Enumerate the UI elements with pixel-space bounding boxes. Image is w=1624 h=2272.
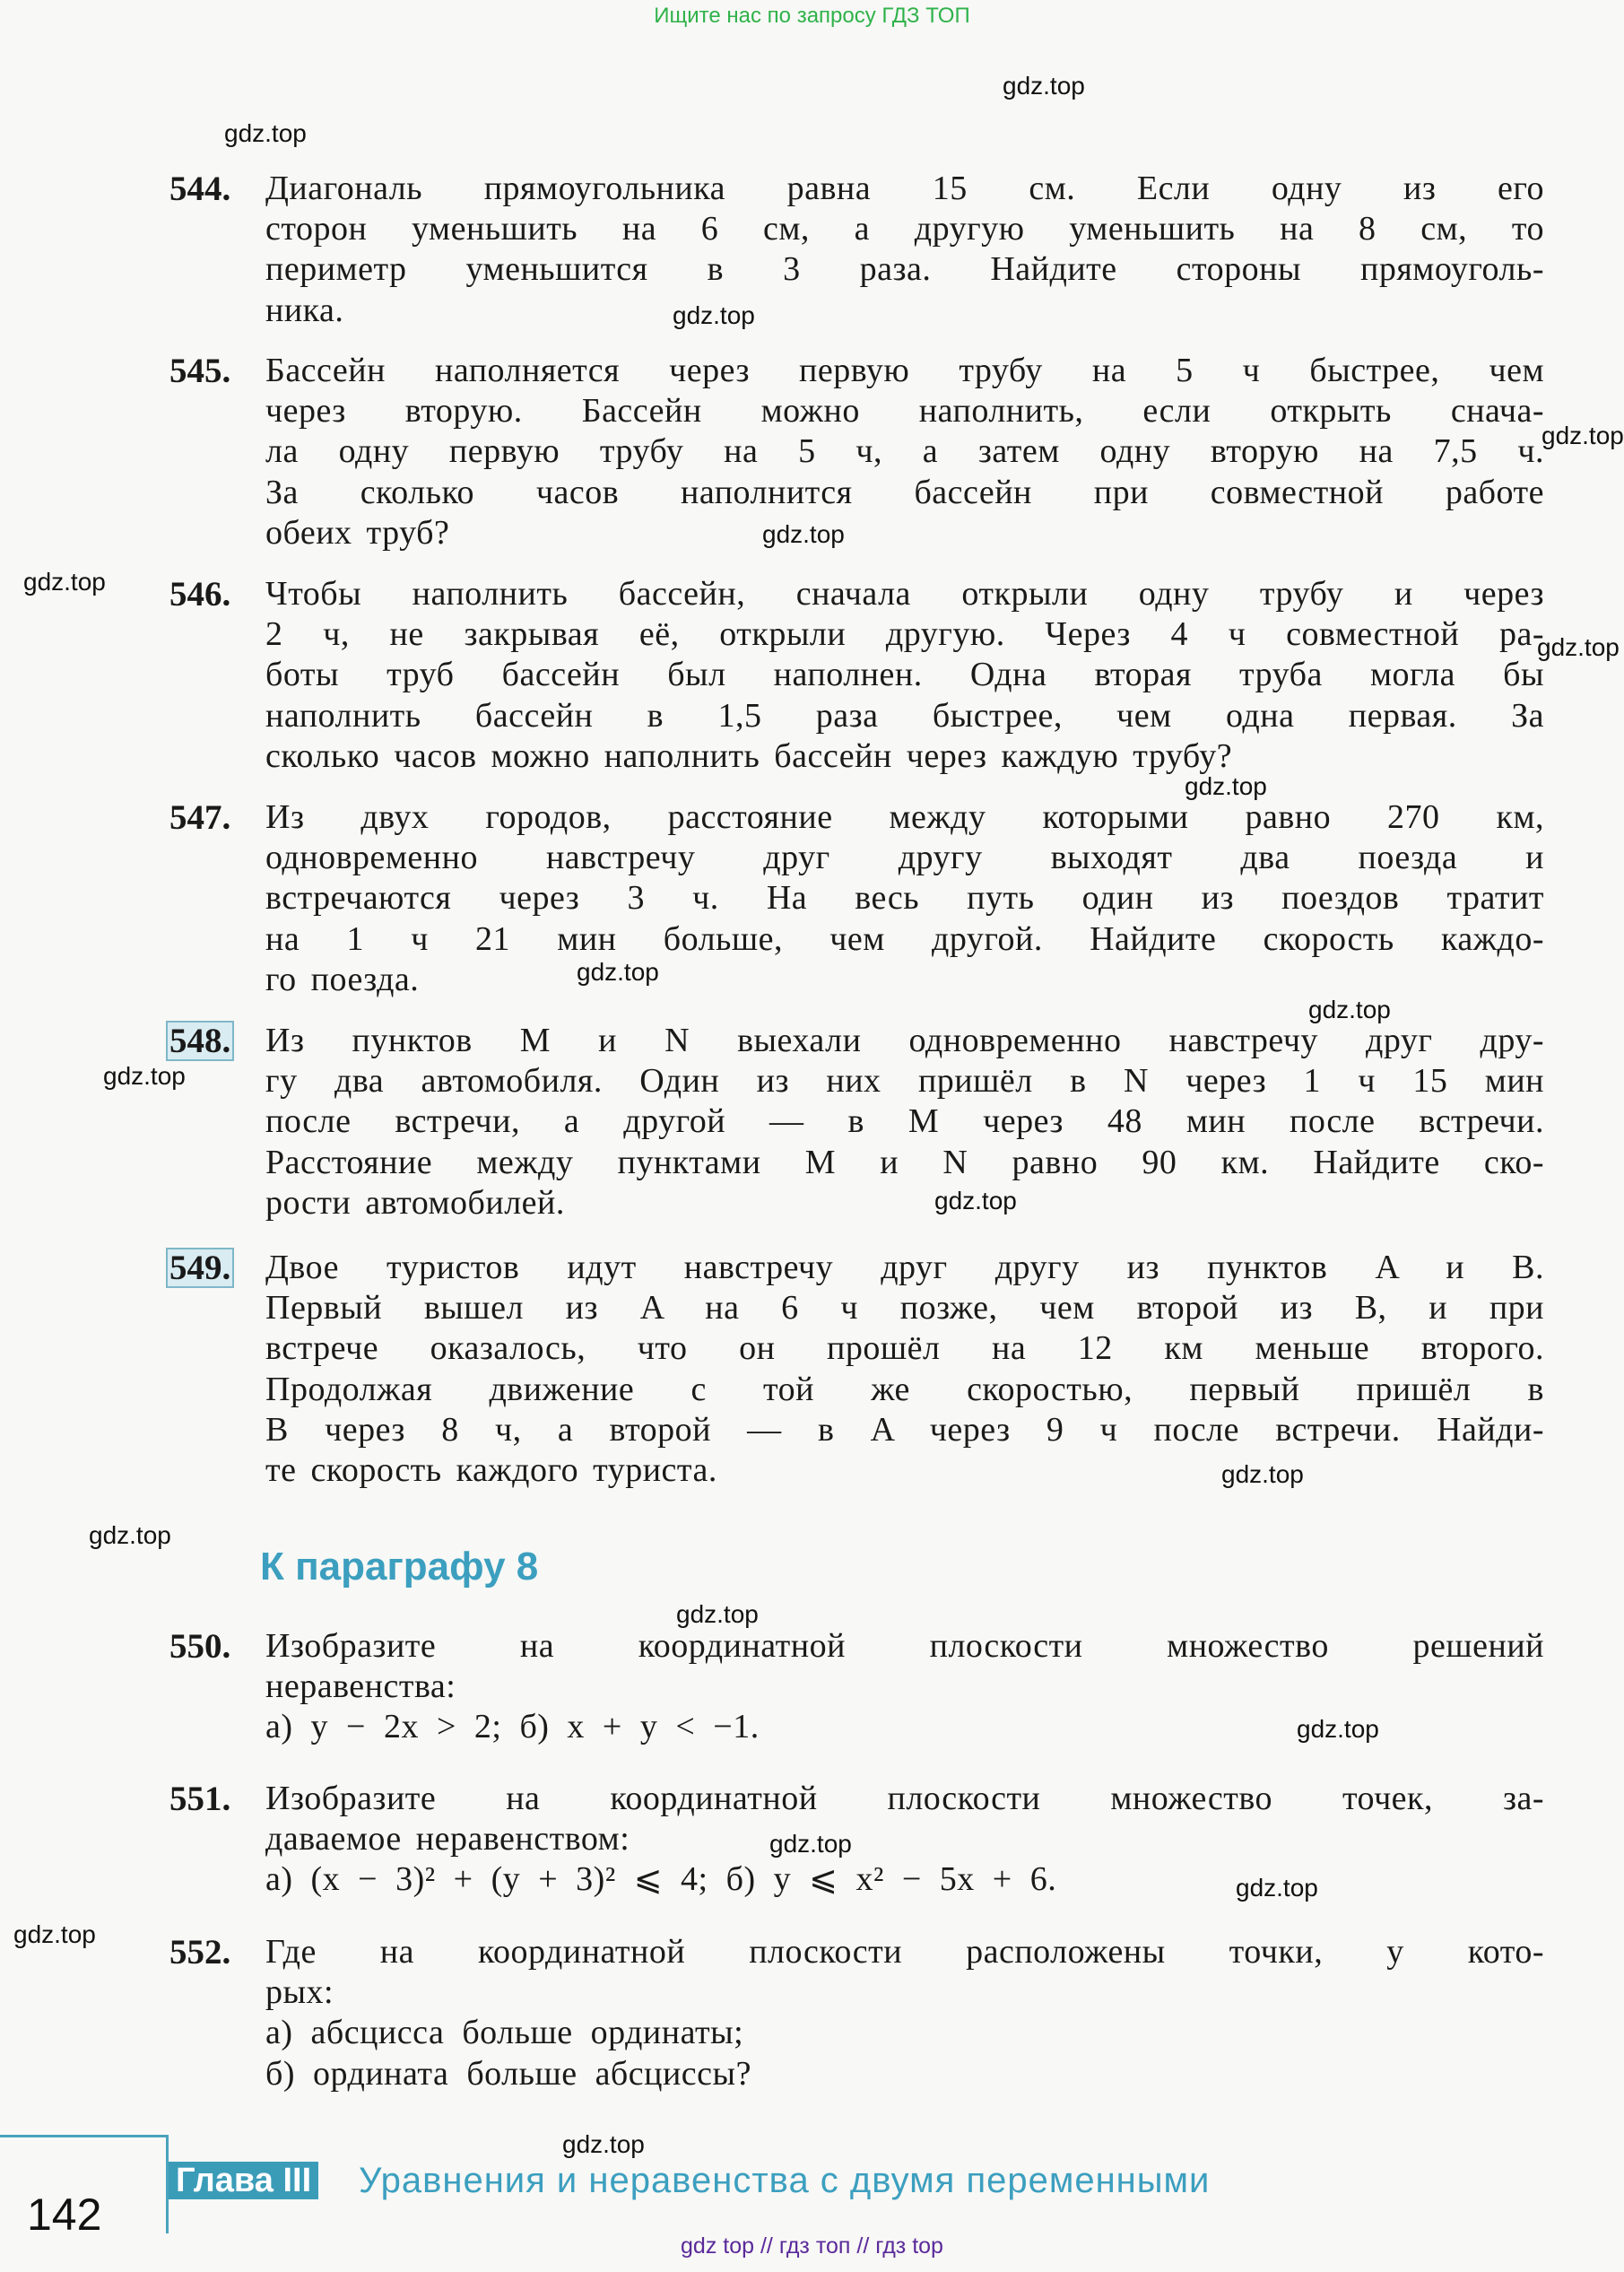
bottom-banner: gdz top // гдз топ // гдз top — [681, 2233, 943, 2259]
problem-text-line: те скорость каждого туриста. — [265, 1450, 717, 1489]
problem-text-line: встрече оказалось, что он прошёл на 12 км меньше второго. — [265, 1329, 1544, 1368]
problem-text-line: B через 8 ч, а второй — в A через 9 ч после встречи. Найди- — [265, 1410, 1544, 1449]
watermark: gdz.top — [1541, 422, 1624, 449]
watermark: gdz.top — [1221, 1460, 1304, 1488]
problem-text-line: рости автомобилей. — [265, 1183, 565, 1222]
watermark: gdz.top — [676, 1600, 759, 1628]
problem-text-line: через вторую. Бассейн можно наполнить, если открыть снача- — [265, 392, 1544, 431]
problem-text-line: обеих труб? — [265, 513, 450, 552]
watermark: gdz.top — [1308, 996, 1391, 1023]
watermark: gdz.top — [562, 2130, 645, 2158]
problem-text-line: гу два автомобиля. Один из них пришёл в N через 1 ч 15 мин — [265, 1062, 1544, 1101]
problem-text-line: ника. — [265, 291, 344, 329]
watermark: gdz.top — [13, 1920, 96, 1948]
problem-answer-option: б) ордината больше абсциссы? — [265, 2054, 751, 2093]
problem-text-line: рых: — [265, 1973, 334, 2012]
problem-text-line: встречаются через 3 ч. На весь путь один из поездов тратит — [265, 879, 1544, 918]
problem-number: 551. — [169, 1780, 231, 1818]
watermark: gdz.top — [224, 119, 307, 147]
problem-text-line: боты труб бассейн был наполнен. Одна вторая труба могла бы — [265, 656, 1544, 694]
watermark: gdz.top — [769, 1830, 852, 1858]
watermark: gdz.top — [673, 301, 755, 329]
problem-text-line: одновременно навстречу друг другу выходят два поезда и — [265, 839, 1544, 877]
problem-text-line: после встречи, а другой — в M через 48 мин после встречи. — [265, 1102, 1544, 1141]
problem-number: 552. — [169, 1933, 231, 1972]
watermark: gdz.top — [89, 1521, 171, 1549]
watermark: gdz.top — [103, 1062, 186, 1090]
problem-text-line: Где на координатной плоскости расположены точки, у кото- — [265, 1933, 1544, 1971]
watermark: gdz.top — [762, 520, 845, 548]
problem-text-line: 2 ч, не закрывая её, открыли другую. Через 4 ч совместной ра- — [265, 615, 1544, 654]
top-banner: Ищите нас по запросу ГДЗ ТОП — [654, 4, 970, 28]
problem-answer-option: а) абсцисса больше ординаты; — [265, 2014, 744, 2052]
chapter-label: Глава III — [169, 2162, 318, 2199]
problem-text-line: Из пунктов M и N выехали одновременно навстречу друг дру- — [265, 1022, 1544, 1059]
problem-text-line: Изобразите на координатной плоскости множество решений — [265, 1627, 1544, 1665]
problem-text-line: Первый вышел из A на 6 ч позже, чем второй из B, и при — [265, 1289, 1544, 1328]
problem-text-line: Бассейн наполняется через первую трубу на 5 ч быстрее, чем — [265, 352, 1544, 389]
problem-number: 548. — [166, 1021, 234, 1061]
problem-text-line: Чтобы наполнить бассейн, сначала открыли одну трубу и через — [265, 575, 1544, 613]
problem-text-line: даваемое неравенством: — [265, 1820, 630, 1859]
problem-number: 547. — [169, 798, 231, 837]
problem-text-line: Продолжая движение с той же скоростью, первый пришёл в — [265, 1370, 1544, 1408]
problem-text-line: на 1 ч 21 мин больше, чем другой. Найдите скорость каждо- — [265, 919, 1544, 958]
page-number: 142 — [27, 2189, 102, 2240]
watermark: gdz.top — [1297, 1715, 1379, 1743]
problem-text-line: сторон уменьшить на 6 см, а другую уменьшить на 8 см, то — [265, 210, 1544, 248]
problem-answer-option: а) y − 2x > 2; б) x + y < −1. — [265, 1708, 760, 1746]
footer-divider — [0, 2135, 167, 2137]
problem-text-line: го поезда. — [265, 960, 420, 998]
problem-number: 546. — [169, 575, 231, 614]
problem-number: 550. — [169, 1627, 231, 1666]
problem-text-line: неравенства: — [265, 1667, 456, 1706]
problem-text-line: Изобразите на координатной плоскости множество точек, за- — [265, 1780, 1544, 1817]
problem-text-line: наполнить бассейн в 1,5 раза быстрее, чем одна первая. За — [265, 696, 1544, 735]
watermark: gdz.top — [1236, 1874, 1318, 1902]
problem-answer-option: а) (x − 3)² + (y + 3)² ⩽ 4; б) y ⩽ x² − 5x + 6. — [265, 1860, 1057, 1899]
problem-text-line: Двое туристов идут навстречу друг другу из пунктов A и B. — [265, 1249, 1544, 1286]
problem-number: 549. — [166, 1248, 234, 1288]
watermark: gdz.top — [1537, 633, 1620, 661]
problem-number: 544. — [169, 170, 231, 208]
watermark: gdz.top — [23, 568, 106, 596]
chapter-title: Уравнения и неравенства с двумя переменными — [359, 2161, 1211, 2200]
watermark: gdz.top — [577, 958, 659, 986]
watermark: gdz.top — [1003, 72, 1085, 100]
problem-number: 545. — [169, 352, 231, 390]
problem-text-line: сколько часов можно наполнить бассейн через каждую трубу? — [265, 736, 1233, 775]
problem-text-line: Диагональ прямоугольника равна 15 см. Если одну из его — [265, 170, 1544, 207]
watermark: gdz.top — [1185, 772, 1267, 800]
problem-text-line: периметр уменьшится в 3 раза. Найдите стороны прямоуголь- — [265, 250, 1544, 289]
problem-text-line: Из двух городов, расстояние между которыми равно 270 км, — [265, 798, 1544, 836]
watermark: gdz.top — [934, 1187, 1017, 1214]
problem-text-line: За сколько часов наполнится бассейн при совместной работе — [265, 473, 1544, 511]
section-heading: К параграфу 8 — [260, 1545, 539, 1589]
problem-text-line: Расстояние между пунктами M и N равно 90 км. Найдите ско- — [265, 1143, 1544, 1181]
problem-text-line: ла одну первую трубу на 5 ч, а затем одну вторую на 7,5 ч. — [265, 432, 1544, 471]
